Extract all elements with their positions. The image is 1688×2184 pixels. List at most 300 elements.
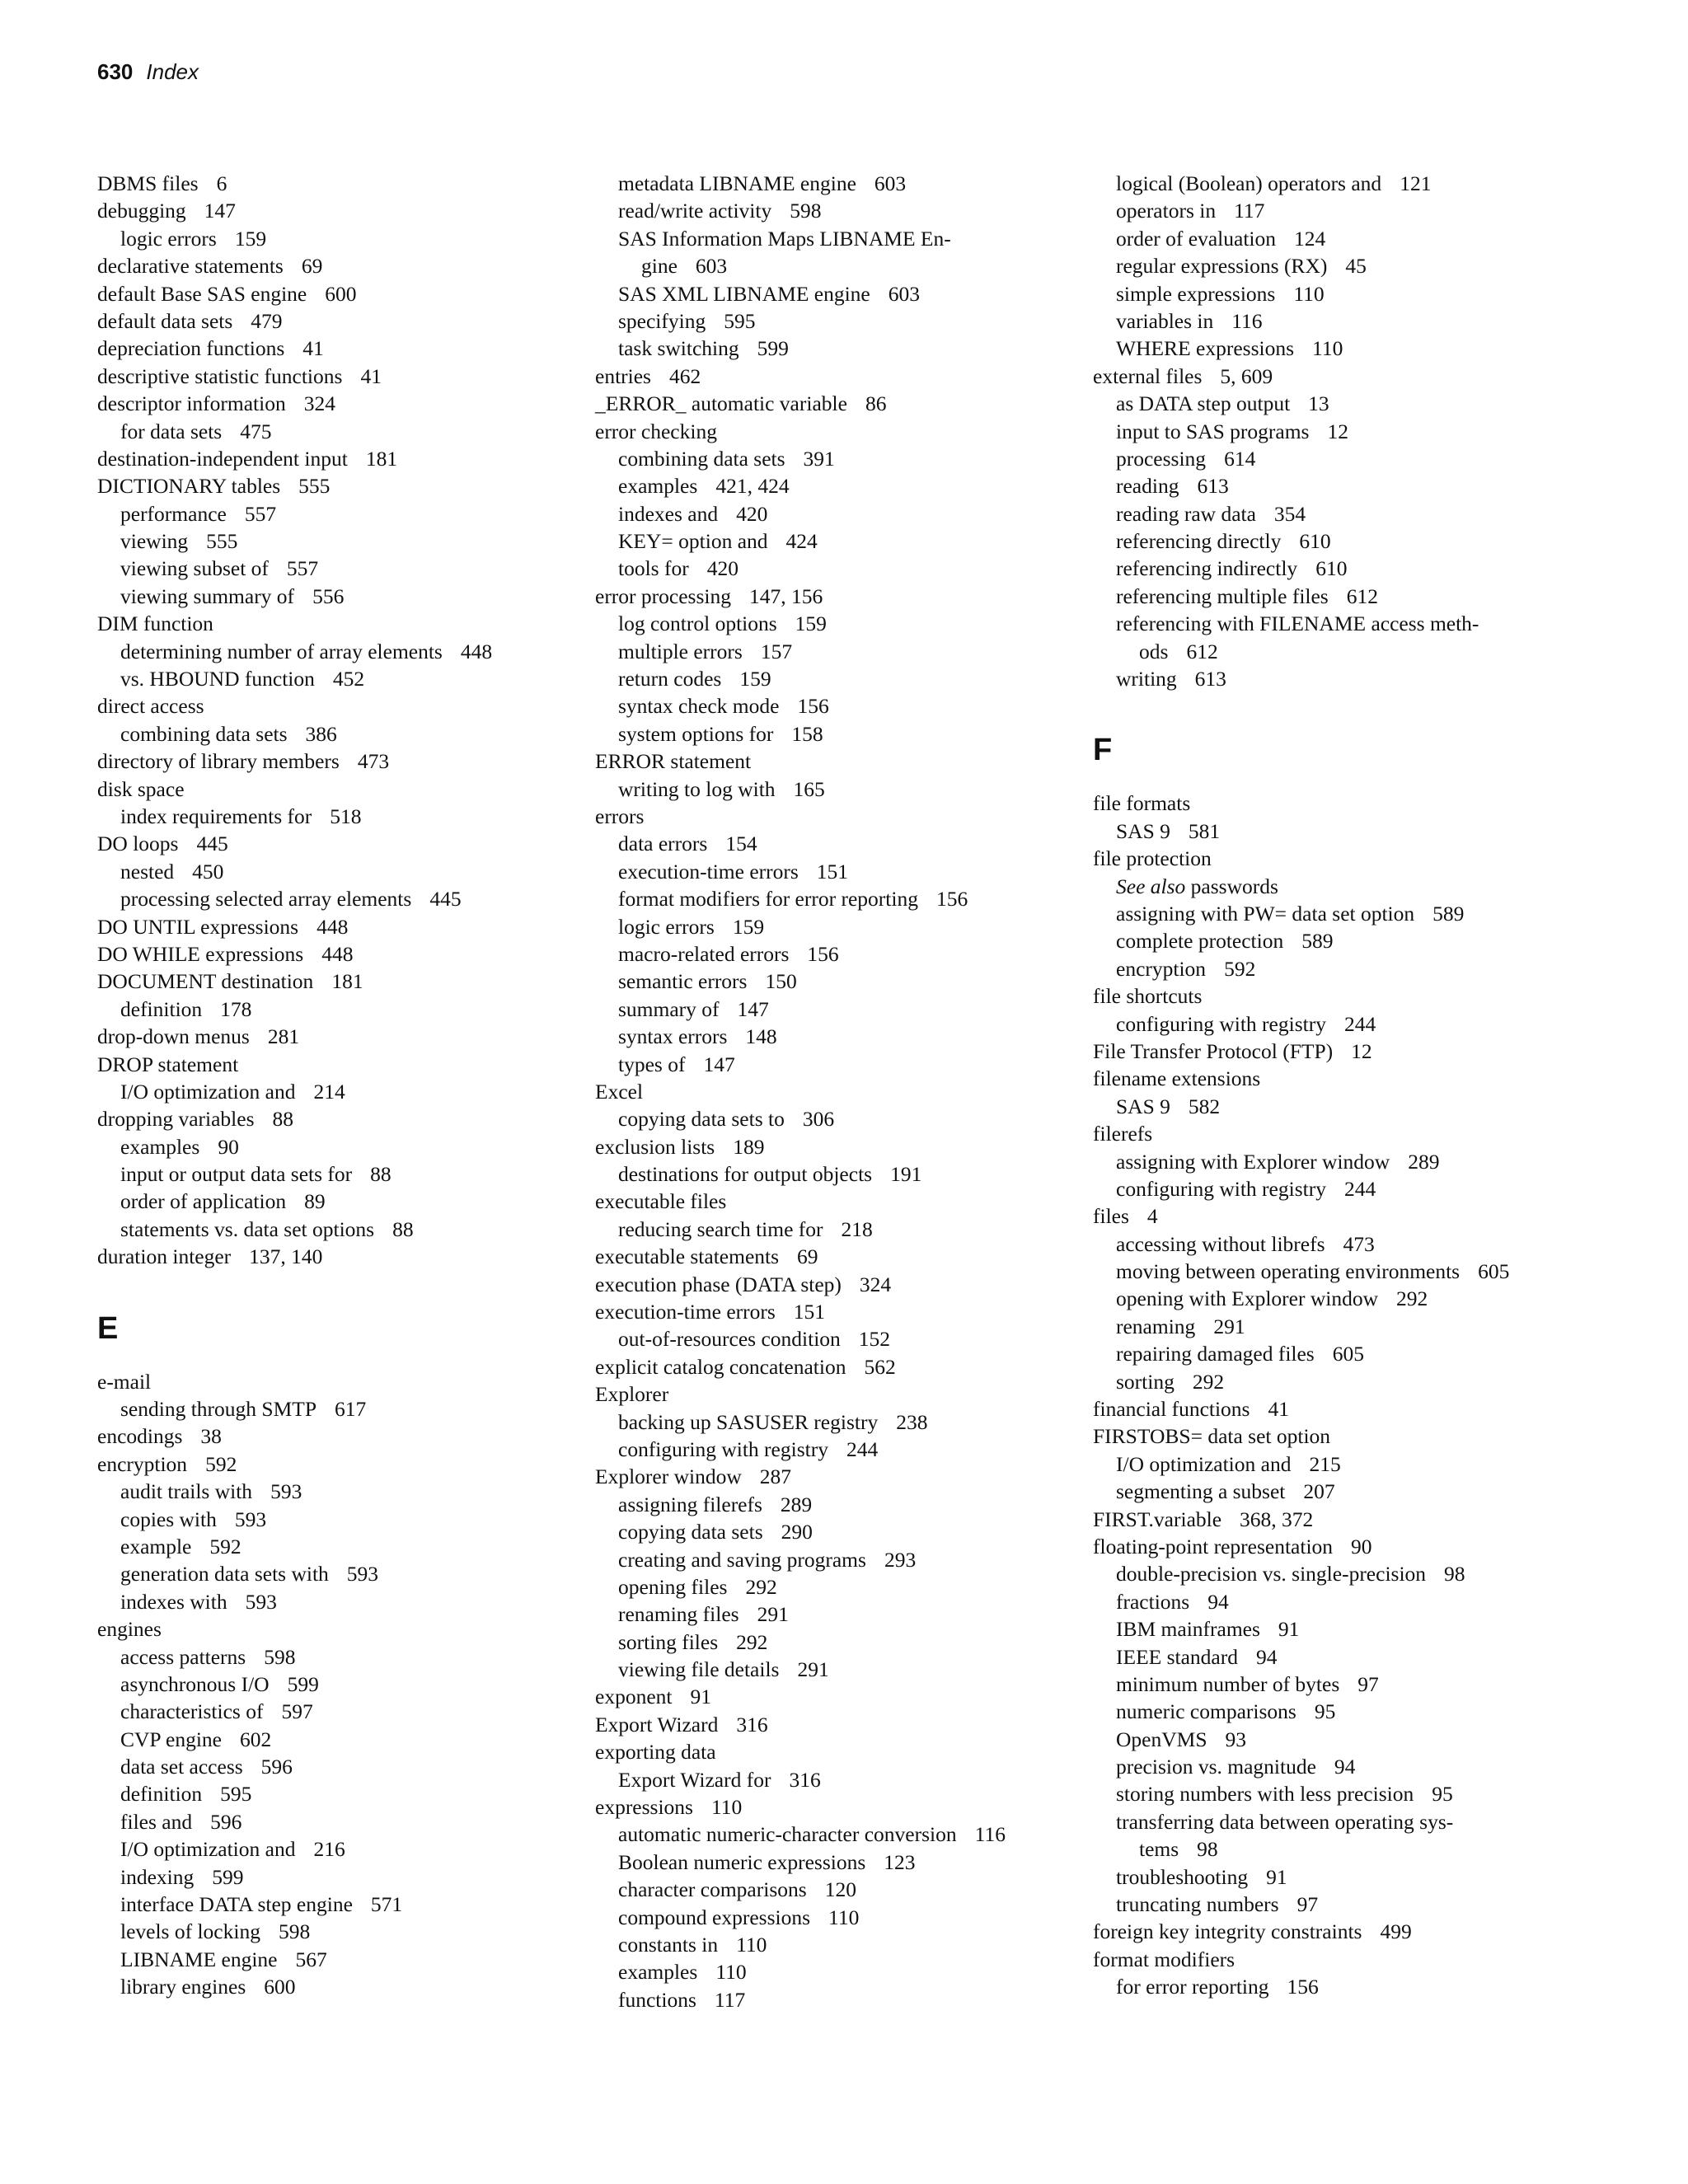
page-reference: 156 — [797, 694, 829, 719]
index-term: backing up SASUSER registry — [618, 1409, 879, 1434]
page-reference: 589 — [1301, 929, 1334, 954]
index-term: variables in — [1116, 308, 1214, 333]
index-term: descriptor information — [97, 391, 286, 416]
index-term: opening with Explorer window — [1116, 1286, 1378, 1311]
page-number: 630 — [97, 59, 134, 84]
page-reference: 557 — [244, 501, 277, 526]
index-term: assigning filerefs — [618, 1492, 762, 1516]
index-term: directory of library members — [97, 749, 340, 774]
index-subentry — [1093, 280, 1587, 307]
index-term: KEY= option and — [618, 529, 768, 554]
index-term: simple expressions — [1116, 281, 1276, 306]
index-entry — [595, 1793, 1090, 1821]
page-reference: 207 — [1303, 1479, 1335, 1504]
page-reference: 38 — [200, 1424, 222, 1449]
index-term: default data sets — [97, 308, 233, 333]
index-entry — [1093, 1506, 1587, 1533]
index-subentry — [1093, 1808, 1587, 1835]
index-term: macro-related errors — [618, 941, 790, 966]
index-term: examples — [618, 474, 698, 499]
page-reference: 4 — [1146, 1204, 1158, 1229]
index-term: indexes with — [120, 1589, 227, 1614]
page-reference: 89 — [304, 1189, 326, 1214]
index-term: LIBNAME engine — [120, 1947, 278, 1971]
index-subentry — [595, 197, 1090, 224]
index-term: DROP statement — [97, 1052, 239, 1076]
index-term: Boolean numeric expressions — [618, 1849, 866, 1874]
page-reference: 595 — [220, 1782, 252, 1807]
index-term: format modifiers for error reporting — [618, 887, 918, 912]
index-term: SAS 9 — [1116, 1094, 1170, 1118]
index-term: moving between operating environments — [1116, 1259, 1461, 1284]
index-subentry — [97, 1863, 592, 1891]
index-entry — [595, 418, 1090, 445]
index-term: order of application — [120, 1189, 287, 1214]
index-term: execution-time errors — [595, 1300, 776, 1324]
index-term: processing selected array elements — [120, 887, 412, 912]
page-reference: 562 — [864, 1354, 896, 1379]
index-term: destinations for output objects — [618, 1162, 873, 1187]
page-reference: 420 — [706, 556, 738, 581]
page-reference: 613 — [1194, 667, 1226, 691]
index-entry — [97, 968, 592, 995]
index-subentry — [1093, 225, 1587, 252]
index-term: numeric comparisons — [1116, 1699, 1296, 1724]
page-reference: 386 — [305, 721, 337, 746]
index-entry — [595, 1738, 1090, 1765]
index-term: I/O optimization and — [120, 1079, 296, 1104]
index-term: types of — [618, 1052, 686, 1076]
index-term: viewing summary of — [120, 583, 295, 608]
index-entry — [97, 1023, 592, 1050]
index-entry — [595, 1353, 1090, 1380]
index-subentry — [97, 1671, 592, 1698]
index-subentry — [97, 638, 592, 665]
index-term: ods — [1139, 639, 1169, 663]
index-subentry — [595, 1876, 1090, 1903]
index-entry — [595, 1380, 1090, 1408]
index-term: read/write activity — [618, 199, 772, 223]
page-reference: 137, 140 — [249, 1244, 323, 1269]
index-term: DBMS files — [97, 171, 199, 195]
index-term: direct access — [97, 694, 204, 719]
page-reference: 244 — [1343, 1176, 1376, 1201]
index-subentry — [1093, 1340, 1587, 1367]
page-reference: 5, 609 — [1220, 363, 1273, 388]
index-subentry — [1093, 1148, 1587, 1175]
index-subentry — [1093, 1478, 1587, 1505]
page-reference: 324 — [303, 391, 335, 416]
index-subentry — [595, 335, 1090, 362]
index-entry — [1093, 1395, 1587, 1422]
index-term: segmenting a subset — [1116, 1479, 1286, 1504]
index-term: examples — [618, 1960, 698, 1985]
index-subentry — [1093, 1615, 1587, 1643]
page-reference: 555 — [298, 474, 331, 499]
index-entry — [595, 1271, 1090, 1298]
index-term: sorting files — [618, 1629, 719, 1654]
page-reference: 613 — [1197, 474, 1229, 499]
page-reference: 291 — [797, 1657, 829, 1682]
index-term: assigning with Explorer window — [1116, 1149, 1390, 1174]
page-reference: 420 — [736, 501, 768, 526]
page-reference: 368, 372 — [1240, 1507, 1314, 1531]
index-term: multiple errors — [618, 639, 743, 663]
page-reference: 156 — [807, 941, 839, 966]
index-term: configuring with registry — [1116, 1176, 1326, 1201]
index-subentry — [595, 1105, 1090, 1132]
index-subentry — [595, 858, 1090, 885]
page-reference: 582 — [1188, 1094, 1221, 1118]
index-subentry — [97, 1918, 592, 1945]
index-subentry — [595, 1518, 1090, 1545]
index-term: _ERROR_ automatic variable — [595, 391, 847, 416]
index-entry-continuation — [595, 252, 1090, 279]
page-reference: 218 — [841, 1216, 873, 1241]
index-subentry — [1093, 1671, 1587, 1698]
index-term: summary of — [618, 996, 720, 1021]
index-term: combining data sets — [618, 446, 785, 471]
index-term: system options for — [618, 721, 774, 746]
page-reference: 599 — [757, 336, 789, 361]
page-reference: 147 — [204, 199, 236, 223]
page-reference: 116 — [1231, 308, 1263, 333]
page-reference: 556 — [312, 583, 345, 608]
index-term: indexes and — [618, 501, 719, 526]
index-term: errors — [595, 804, 645, 828]
index-subentry — [97, 555, 592, 582]
page-reference: 147, 156 — [748, 583, 823, 608]
page-reference: 599 — [287, 1671, 319, 1696]
index-subentry — [595, 225, 1090, 252]
index-term: input or output data sets for — [120, 1162, 353, 1187]
page-reference: 462 — [668, 363, 701, 388]
page-reference: 6 — [216, 171, 227, 195]
index-subentry — [1093, 197, 1587, 224]
page-reference: 152 — [858, 1327, 891, 1352]
page-reference: 12 — [1351, 1038, 1372, 1063]
index-subentry — [97, 1533, 592, 1560]
index-subentry — [1093, 1753, 1587, 1780]
index-entry — [97, 1051, 592, 1078]
index-subentry — [1093, 1643, 1587, 1671]
index-subentry — [97, 1588, 592, 1615]
index-term: assigning with PW= data set option — [1116, 901, 1415, 926]
page-title: Index — [146, 59, 199, 84]
index-term: configuring with registry — [618, 1436, 828, 1461]
index-term: filerefs — [1093, 1122, 1153, 1146]
index-term: referencing with FILENAME access meth- — [1116, 612, 1479, 636]
index-subentry — [595, 968, 1090, 995]
page-reference: 603 — [888, 281, 921, 306]
page-reference: 95 — [1314, 1699, 1336, 1724]
index-subentry — [1093, 555, 1587, 582]
index-entry — [97, 170, 592, 197]
page-reference: 97 — [1357, 1671, 1379, 1696]
page-reference: 617 — [335, 1397, 367, 1422]
page-reference: 445 — [196, 832, 228, 856]
index-term: DO loops — [97, 832, 179, 856]
page-reference: 121 — [1400, 171, 1432, 195]
index-entry — [595, 1078, 1090, 1105]
index-column-2 — [595, 170, 1090, 2013]
index-term: storing numbers with less precision — [1116, 1782, 1414, 1807]
page-reference: 151 — [793, 1300, 826, 1324]
index-subentry — [97, 583, 592, 610]
index-column-1 — [97, 170, 592, 2001]
index-entry — [1093, 1422, 1587, 1450]
page-reference: 215 — [1309, 1451, 1341, 1476]
index-entry — [1093, 363, 1587, 390]
page-reference: 216 — [313, 1837, 345, 1862]
page-reference: 450 — [192, 859, 224, 883]
index-subentry — [1093, 1891, 1587, 1918]
page-reference: 117 — [714, 1987, 746, 2012]
index-subentry — [595, 1160, 1090, 1188]
page-reference: 147 — [737, 996, 769, 1021]
index-term: error checking — [595, 419, 717, 443]
index-entry — [97, 1368, 592, 1395]
index-entry — [97, 472, 592, 499]
index-term: Explorer — [595, 1382, 669, 1407]
index-term: disk space — [97, 776, 185, 801]
index-subentry — [1093, 1258, 1587, 1285]
index-term: semantic errors — [618, 969, 748, 994]
index-term: complete protection — [1116, 929, 1284, 954]
page-reference: 110 — [828, 1905, 860, 1929]
page-reference: 150 — [765, 969, 797, 994]
index-term: for error reporting — [1116, 1975, 1269, 1999]
index-term: depreciation functions — [97, 336, 285, 361]
page-reference: 86 — [865, 391, 887, 416]
index-term: e-mail — [97, 1369, 152, 1394]
index-term: exporting data — [595, 1740, 716, 1765]
page-reference: 612 — [1186, 639, 1218, 663]
index-term: syntax check mode — [618, 694, 780, 719]
index-term: levels of locking — [120, 1919, 260, 1944]
page-reference: 45 — [1345, 254, 1367, 279]
index-subentry — [97, 1188, 592, 1215]
index-subentry — [97, 500, 592, 527]
index-subentry — [595, 445, 1090, 472]
index-entry — [97, 390, 592, 417]
index-term: SAS XML LIBNAME engine — [618, 281, 870, 306]
index-term: Export Wizard for — [618, 1767, 771, 1792]
index-entry-continuation — [1093, 638, 1587, 665]
page-reference: 156 — [935, 887, 968, 912]
index-entry-continuation — [1093, 1835, 1587, 1863]
index-term: characteristics of — [120, 1699, 264, 1724]
index-term: SAS 9 — [1116, 818, 1170, 843]
index-subentry — [97, 1560, 592, 1587]
index-term: referencing directly — [1116, 529, 1282, 554]
index-term: file shortcuts — [1093, 984, 1203, 1009]
index-term: copies with — [120, 1507, 217, 1531]
index-subentry — [1093, 818, 1587, 845]
index-term: copying data sets — [618, 1520, 763, 1544]
index-subentry — [595, 1546, 1090, 1573]
index-term: asynchronous I/O — [120, 1671, 270, 1696]
index-term: syntax errors — [618, 1024, 728, 1049]
page-reference: 154 — [725, 832, 757, 856]
page-reference: 448 — [321, 941, 354, 966]
index-term: transferring data between operating sys- — [1116, 1809, 1454, 1834]
index-subentry — [97, 225, 592, 252]
index-entry — [97, 1243, 592, 1270]
index-term: floating-point representation — [1093, 1534, 1334, 1558]
index-term: exponent — [595, 1685, 673, 1709]
page-reference: 445 — [429, 887, 462, 912]
page-reference: 148 — [745, 1024, 777, 1049]
index-term: character comparisons — [618, 1877, 807, 1902]
page-reference: 110 — [710, 1795, 743, 1820]
index-subentry — [595, 1821, 1090, 1848]
index-term: encryption — [1116, 956, 1207, 981]
index-entry — [1093, 1038, 1587, 1065]
page-reference: 581 — [1188, 818, 1221, 843]
page-reference: 151 — [816, 859, 849, 883]
page-reference: 290 — [781, 1520, 813, 1544]
index-entry — [97, 776, 592, 803]
index-term: index requirements for — [120, 804, 312, 828]
index-subentry — [1093, 1560, 1587, 1587]
index-term: library engines — [120, 1975, 246, 1999]
index-subentry — [1093, 500, 1587, 527]
index-term: performance — [120, 501, 227, 526]
index-term: determining number of array elements — [120, 639, 443, 663]
page-reference: 391 — [803, 446, 835, 471]
index-subentry — [595, 665, 1090, 692]
index-entry — [1093, 845, 1587, 872]
index-term: external files — [1093, 363, 1203, 388]
page-reference: 69 — [301, 254, 323, 279]
page-reference: 595 — [724, 308, 756, 333]
index-term: reducing search time for — [618, 1216, 823, 1241]
page-reference: 593 — [234, 1507, 267, 1531]
page-reference: 91 — [690, 1685, 711, 1709]
index-subentry — [595, 170, 1090, 197]
index-term: example — [120, 1534, 192, 1558]
index-term: referencing indirectly — [1116, 556, 1298, 581]
page-reference: 316 — [736, 1712, 768, 1736]
index-term: copying data sets to — [618, 1107, 785, 1132]
index-subentry — [595, 1325, 1090, 1352]
page-reference: 291 — [757, 1602, 789, 1627]
index-term: processing — [1116, 446, 1207, 471]
page-reference: 605 — [1478, 1259, 1510, 1284]
see-also-label: See also — [1116, 874, 1186, 898]
page-reference: 110 — [1312, 336, 1343, 361]
index-subentry — [97, 1753, 592, 1780]
index-term: audit trails with — [120, 1479, 253, 1504]
index-subentry — [1093, 665, 1587, 692]
page-reference: 610 — [1299, 529, 1331, 554]
index-entry — [97, 307, 592, 335]
index-entry — [595, 1683, 1090, 1710]
index-term: regular expressions (RX) — [1116, 254, 1328, 279]
index-term: encryption — [97, 1451, 188, 1476]
page-reference: 90 — [1351, 1534, 1372, 1558]
page-reference: 91 — [1278, 1617, 1300, 1642]
index-subentry — [1093, 873, 1587, 900]
index-subentry — [97, 1078, 592, 1105]
page-reference: 12 — [1327, 419, 1348, 443]
index-term: I/O optimization and — [120, 1837, 296, 1862]
index-entry — [595, 1243, 1090, 1270]
index-entry — [1093, 1533, 1587, 1560]
page-reference: 93 — [1225, 1727, 1247, 1751]
index-subentry — [595, 1629, 1090, 1656]
index-term: file formats — [1093, 791, 1191, 816]
page-reference: 94 — [1207, 1589, 1229, 1614]
page-reference: 592 — [205, 1451, 237, 1476]
page-reference: 41 — [302, 336, 324, 361]
index-subentry — [97, 1973, 592, 2000]
index-term: financial functions — [1093, 1397, 1250, 1422]
index-term: I/O optimization and — [1116, 1451, 1292, 1476]
index-subentry — [97, 1160, 592, 1188]
page-reference: 147 — [703, 1052, 735, 1076]
index-entry — [1093, 982, 1587, 1010]
index-term: DICTIONARY tables — [97, 474, 281, 499]
page-reference: 421, 424 — [715, 474, 790, 499]
index-term: definition — [120, 1782, 203, 1807]
index-term: SAS Information Maps LIBNAME En- — [618, 226, 951, 251]
index-subentry — [1093, 900, 1587, 927]
index-term: exclusion lists — [595, 1134, 715, 1159]
index-term: creating and saving programs — [618, 1547, 866, 1572]
page-reference: 597 — [281, 1699, 313, 1724]
index-entry — [97, 940, 592, 968]
index-subentry — [1093, 1451, 1587, 1478]
index-subentry — [595, 610, 1090, 637]
index-subentry — [595, 692, 1090, 719]
index-term: Excel — [595, 1079, 644, 1104]
index-term: DIM function — [97, 612, 213, 636]
page-reference: 123 — [884, 1849, 916, 1874]
page-reference: 69 — [797, 1244, 818, 1269]
index-column-3 — [1093, 170, 1587, 2001]
index-term: task switching — [618, 336, 739, 361]
index-term: combining data sets — [120, 721, 288, 746]
page-reference: 596 — [260, 1755, 293, 1779]
index-term: executable statements — [595, 1244, 780, 1269]
index-entry — [1093, 1202, 1587, 1230]
index-term: input to SAS programs — [1116, 419, 1310, 443]
page-reference: 593 — [346, 1562, 379, 1586]
index-subentry — [97, 1835, 592, 1863]
page-reference: 291 — [1213, 1314, 1245, 1338]
index-subentry — [595, 1436, 1090, 1463]
index-entry — [595, 748, 1090, 775]
index-subentry — [97, 418, 592, 445]
page-reference: 598 — [790, 199, 822, 223]
page-reference: 292 — [736, 1629, 768, 1654]
page-reference: 589 — [1432, 901, 1465, 926]
index-entry — [97, 748, 592, 775]
index-term: fractions — [1116, 1589, 1190, 1614]
index-entry — [97, 445, 592, 472]
index-term: IEEE standard — [1116, 1644, 1238, 1669]
index-subentry — [1093, 1780, 1587, 1807]
index-term: tools for — [618, 556, 689, 581]
index-entry — [97, 363, 592, 390]
index-term: metadata LIBNAME engine — [618, 171, 856, 195]
index-term: repairing damaged files — [1116, 1342, 1315, 1366]
index-term: viewing file details — [618, 1657, 780, 1682]
page-reference: 602 — [240, 1727, 272, 1751]
page-reference: 571 — [370, 1892, 403, 1917]
